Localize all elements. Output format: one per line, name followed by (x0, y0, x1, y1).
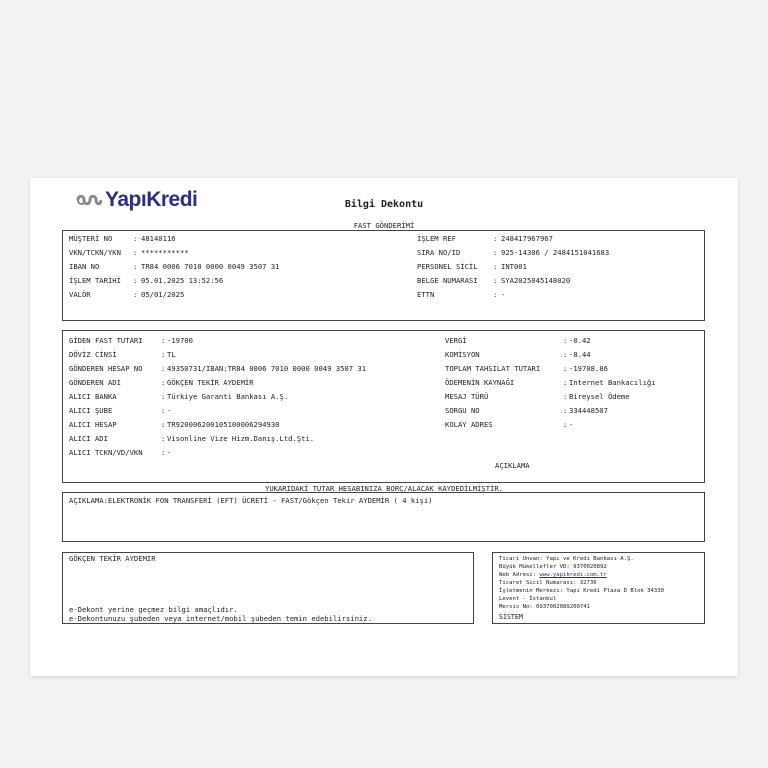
description-box (62, 492, 705, 542)
info-note-1: e-Dekont yerine geçmez bilgi amaçlıdır. (69, 605, 238, 614)
section-label: FAST GÖNDERİMİ (353, 221, 415, 230)
bank-title: Ticari Unvan: Yapı ve Kredi Bankası A.Ş. (499, 556, 634, 562)
aciklama-label: AÇIKLAMA (495, 461, 530, 470)
transfer-details-box: GİDEN FAST TUTARI : -19700 DÖVİZ CİNSİ : TL GÖNDEREN HESAP NO : 49350731/IBAN:TR84 0006 7010 0000 0049 3507 31 GÖNDEREN ADI : GÖKÇEN TEKİR AYDEMİR ALICI BANKA : Türkiye Garanti Bankası A.Ş. ALICI ŞUBE : - ALICI HESAP : TR920006200105100006294930 ALICI ADI : Visonline Vize Hizm.Danış.Ltd.Şti. ALICI TCKN/VD/VKN : - VERGİ : -0.42 KOMİSYON : -8.44 TOPLAM TAHSİLAT TUTARI : -19708.86 ÖDEMENİN KAYNAĞI : Internet Bankacılığı MESAJ TÜRÜ : Bireysel Ödeme SORGU NO : 334448507 KOLAY ADRES : - AÇIKLAMA (62, 330, 705, 483)
brand-name: YapıKredi (105, 188, 198, 211)
bank-city: Levent - İstanbul (499, 596, 557, 602)
bank-trade-registry: Ticaret Sicil Numarası: 32736 (499, 580, 597, 586)
web-address-label: Web Adresi: (499, 572, 540, 578)
web-address-link[interactable]: www.yapikredi.com.tr (539, 572, 607, 578)
bank-tax-office: Büyük Mükellefler VD: 9370020892 (499, 564, 607, 570)
description-text: AÇIKLAMA:ELEKTRONİK FON TRANSFERİ (EFT) ÜCRETİ - FAST/Gökçen Tekir AYDEMİR ( 4 kişi) (69, 496, 433, 505)
footer-left-box (62, 552, 474, 624)
receipt-paper (30, 178, 738, 676)
customer-info-box: MÜŞTERİ NO : 48140116 VKN/TCKN/YKN : *********** IBAN NO : TR84 0006 7010 0000 0049 3507 31 İŞLEM TARİHİ : 05.01.2025 13:52:56 VALÖR : 05/01/2025 İŞLEM REF : 248417967967 SIRA NO/ID : 925-14306 / 2484151041683 PERSONEL SİCİL : INT001 BELGE NUMARASI : SYA2025045148020 ETTN : - (62, 230, 705, 321)
document-title: Bilgi Dekontu (344, 199, 424, 210)
customer-name: GÖKÇEN TEKİR AYDEMİR (69, 554, 156, 563)
info-note-2: e-Dekontunuzu şubeden veya internet/mobil şubeden temin edebilirsiniz. (69, 614, 372, 623)
debit-credit-notice: YUKARIDAKİ TUTAR HESABINIZA BORÇ/ALACAK KAYDEDİLMİŞTİR. (265, 484, 503, 493)
bank-info-box (492, 552, 705, 624)
bank-web-address (499, 572, 607, 578)
bank-mersis: Mersis No: 0937002089200741 (499, 604, 590, 610)
sistem-label: SİSTEM (499, 613, 523, 621)
bank-headquarters: İşletmenin Merkezi: Yapı Kredi Plaza D Blok 34330 (499, 588, 665, 594)
